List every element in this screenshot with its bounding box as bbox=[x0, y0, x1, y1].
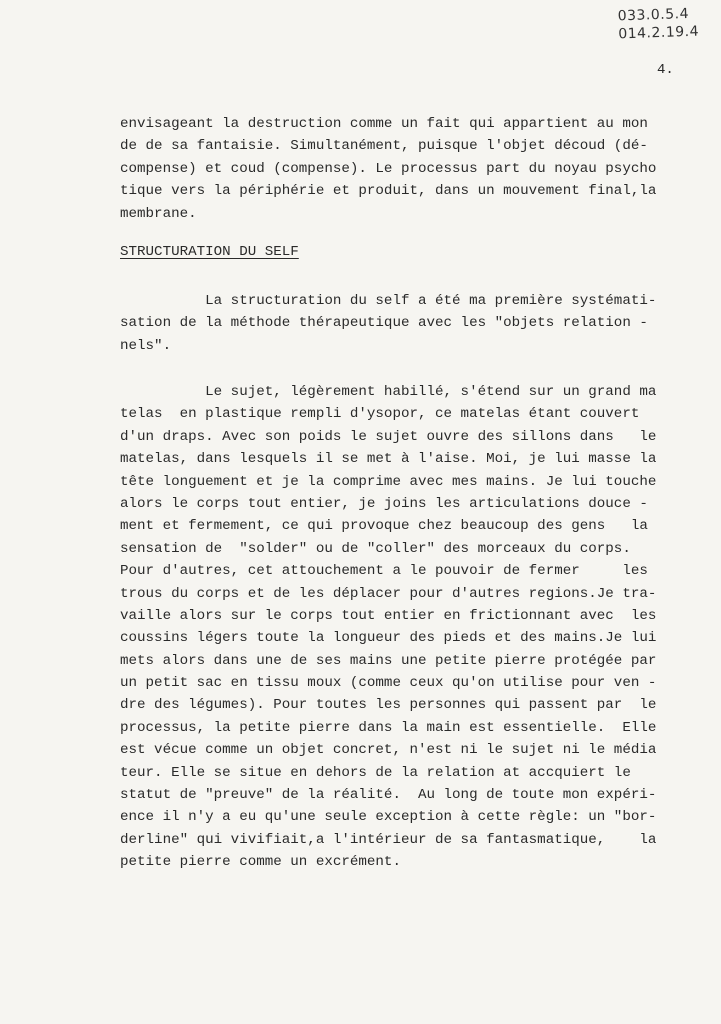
text-line: statut de "preuve" de la réalité. Au long de toute mon expéri- bbox=[120, 787, 657, 804]
text-line: sation de la méthode thérapeutique avec les "objets relation - bbox=[120, 315, 648, 332]
text-line: de de sa fantaisie. Simultanément, puisque l'objet découd (dé- bbox=[120, 138, 648, 155]
text-line: ence il n'y a eu qu'une seule exception à cette règle: un "bor- bbox=[120, 809, 657, 826]
text-line: mets alors dans une de ses mains une petite pierre protégée par bbox=[120, 652, 657, 669]
page-number: 4. bbox=[657, 62, 674, 78]
text-line: dre des légumes). Pour toutes les personnes qui passent par le bbox=[120, 697, 657, 714]
text-line: vaille alors sur le corps tout entier en frictionnant avec les bbox=[120, 607, 657, 624]
archive-reference-annotation bbox=[617, 5, 699, 44]
text-line: Pour d'autres, cet attouchement a le pouvoir de fermer les bbox=[120, 563, 648, 580]
text-line: tique vers la périphérie et produit, dans un mouvement final,la bbox=[120, 183, 657, 200]
text-line: nels". bbox=[120, 337, 172, 354]
text-line: envisageant la destruction comme un fait qui appartient au mon bbox=[120, 116, 648, 132]
text-line: un petit sac en tissu moux (comme ceux qu'on utilise pour ven - bbox=[120, 675, 657, 692]
text-line: teur. Elle se situe en dehors de la relation at accquiert le bbox=[120, 764, 631, 781]
text-line: matelas, dans lesquels il se met à l'aise. Moi, je lui masse la bbox=[120, 451, 657, 468]
text-line: sensation de "solder" ou de "coller" des morceaux du corps. bbox=[120, 540, 631, 557]
text-line: telas en plastique rempli d'ysopor, ce matelas étant couvert bbox=[120, 406, 640, 423]
text-line: trous du corps et de les déplacer pour d'autres regions.Je tra- bbox=[120, 585, 657, 602]
text-line: compense) et coud (compense). Le processus part du noyau psycho bbox=[120, 160, 657, 177]
text-line: coussins légers toute la longueur des pieds et des mains.Je lui bbox=[120, 630, 657, 647]
text-line: tête longuement et je la comprime avec mes mains. Je lui touche bbox=[120, 473, 657, 490]
text-line: membrane. bbox=[120, 205, 197, 222]
text-line: Le sujet, légèrement habillé, s'étend sur un grand ma bbox=[120, 384, 657, 400]
text-line: d'un draps. Avec son poids le sujet ouvre des sillons dans le bbox=[120, 428, 657, 445]
text-line: ment et fermement, ce qui provoque chez beaucoup des gens la bbox=[120, 518, 648, 535]
text-line: derline" qui vivifiait,a l'intérieur de sa fantasmatique, la bbox=[120, 831, 657, 848]
text-line: processus, la petite pierre dans la main est essentielle. Elle bbox=[120, 719, 657, 736]
archive-ref-line: 033.0.5.4 bbox=[617, 5, 690, 25]
text-line: La structuration du self a été ma première systémati- bbox=[120, 293, 657, 309]
text-line: est vécue comme un objet concret, n'est ni le sujet ni le média bbox=[120, 742, 657, 759]
paragraph-method bbox=[120, 381, 685, 874]
archive-ref-line: 014.2.19.4 bbox=[618, 23, 700, 43]
paragraph-intro bbox=[120, 290, 685, 357]
paragraph-continuation bbox=[120, 113, 685, 225]
text-line: petite pierre comme un excrément. bbox=[120, 854, 401, 871]
text-line: alors le corps tout entier, je joins les articulations douce - bbox=[120, 495, 648, 512]
section-heading: STRUCTURATION DU SELF bbox=[120, 244, 299, 260]
